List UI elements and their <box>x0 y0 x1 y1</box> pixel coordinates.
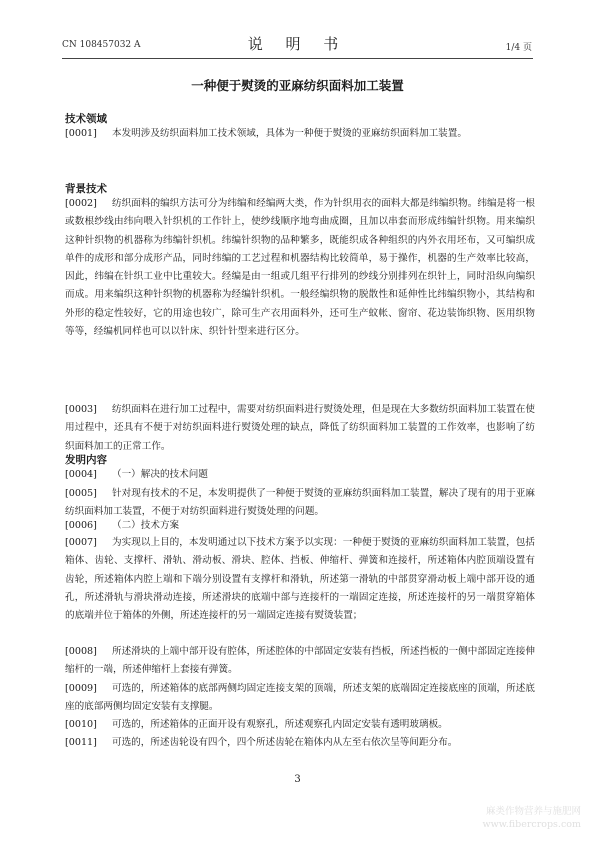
paragraph-0001 <box>65 125 535 143</box>
paragraph-number: [0008] <box>65 646 97 657</box>
paragraph-0008 <box>65 643 535 680</box>
paragraph-0002 <box>65 195 535 341</box>
paragraph-text: （二）技术方案 <box>112 520 180 531</box>
watermark-line1: 麻类作物营养与施肥网 <box>485 806 581 817</box>
header-page-indicator: 1/4 页 <box>505 43 532 53</box>
paragraph-text: 纺织面料的编织方法可分为纬编和经编两大类，作为针织用衣的面料大都是纬编织物。纬编是将一根或数根纱线由纬向喂入针织机的工作针上，使纱线顺序地弯曲成圈，且加以串套而形成纬编针织物。用来编织这种针织物的机器称为纬编针织机。纬编针织物的品种繁多，既能织成各种组织的内外衣用坯布，又可编织成单件的成形和部分成形产品，同时纬编的工艺过程和机器结构比较简单，易于操作，机器的生产效率比较高，因此，纬编在针织工业中比重较大。经编是由一组或几组平行排列的纱线分别排列在织针上，同时沿纵向编织而成。用来编织这种针织物的机器称为经编针织机。一般经编织物的脱散性和延伸性比纬编织物小，其结构和外形的稳定性较好，它的用途也较广，除可生产衣用面料外，还可生产蚊帐、窗帘、花边装饰织物、医用织物等等，经编机同样也可以以针床、织针针型来进行区分。 <box>65 198 535 338</box>
header-doc-type: 说 明 书 <box>247 35 348 53</box>
section-background: 背景技术 <box>65 183 107 195</box>
paragraph-0009 <box>65 680 535 717</box>
paragraph-0010 <box>65 716 535 734</box>
watermark <box>483 805 581 831</box>
paragraph-number: [0011] <box>65 737 97 748</box>
paragraph-text: 可选的，所述箱体的正面开设有观察孔，所述观察孔内固定安装有透明玻璃板。 <box>112 719 448 730</box>
paragraph-number: [0005] <box>65 488 97 499</box>
paragraph-text: 针对现有技术的不足，本发明提供了一种便于熨烫的亚麻纺织面料加工装置，解决了现有的用于亚麻纺织面料加工装置，不便于对纺织面料进行熨烫处理的问题。 <box>65 488 535 518</box>
paragraph-text: 纺织面料在进行加工过程中，需要对纺织面料进行熨烫处理，但是现在大多数纺织面料加工装置在使用过程中，还具有不便于对纺织面料进行熨烫处理的缺点，降低了纺织面料加工装置的工作效率，也影响了纺织面料加工的正常工作。 <box>65 404 535 452</box>
paragraph-number: [0002] <box>65 198 97 209</box>
page-number: 3 <box>294 774 301 785</box>
paragraph-0011 <box>65 734 535 752</box>
header-doc-number: CN 108457032 A <box>62 40 141 50</box>
paragraph-number: [0007] <box>65 537 97 548</box>
paragraph-number: [0006] <box>65 520 97 531</box>
paragraph-number: [0003] <box>65 404 97 415</box>
paragraph-text: 可选的，所述箱体的底部两侧均固定连接支架的顶端，所述支架的底端固定连接底座的顶端，所述底座的底部两侧均固定安装有支撑腿。 <box>65 683 535 713</box>
paragraph-0004 <box>65 466 535 484</box>
paragraph-text: 所述滑块的上端中部开设有腔体，所述腔体的中部固定安装有挡板，所述挡板的一侧中部固定连接伸缩杆的一端，所述伸缩杆上套接有弹簧。 <box>65 646 535 676</box>
paragraph-text: 为实现以上目的，本发明通过以下技术方案予以实现：一种便于熨烫的亚麻纺织面料加工装置，包括箱体、齿轮、支撑杆、滑轨、滑动板、滑块、腔体、挡板、伸缩杆、弹簧和连接杆，所述箱体内腔顶端设置有齿轮，所述箱体内腔上端和下端分别设置有支撑杆和滑轨，所述第一滑轨的中部贯穿滑动板上端中部开设的通孔，所述滑轨与滑块滑动连接，所述滑块的底端中部与连接杆的一端固定连接，所述连接杆的另一端贯穿箱体的底端并位于箱体的外侧，所述连接杆的另一端固定连接有熨烫装置； <box>65 537 535 622</box>
section-invention: 发明内容 <box>65 454 107 466</box>
paragraph-number: [0009] <box>65 683 97 694</box>
paragraph-0003 <box>65 401 535 456</box>
paragraph-number: [0010] <box>65 719 97 730</box>
header-rule <box>62 58 533 59</box>
document-title: 一种便于熨烫的亚麻纺织面料加工装置 <box>191 78 404 93</box>
paragraph-number: [0001] <box>65 128 97 139</box>
paragraph-text: （一）解决的技术问题 <box>112 469 208 480</box>
paragraph-number: [0004] <box>65 469 97 480</box>
watermark-line2: www.fibercrops.com <box>482 819 581 830</box>
section-tech-field: 技术领域 <box>65 113 107 125</box>
paragraph-text: 本发明涉及纺织面料加工技术领域，具体为一种便于熨烫的亚麻纺织面料加工装置。 <box>112 128 467 139</box>
paragraph-text: 可选的，所述齿轮设有四个，四个所述齿轮在箱体内从左至右依次呈等间距分布。 <box>112 737 458 748</box>
paragraph-0007 <box>65 534 535 625</box>
paragraph-0006 <box>65 517 535 535</box>
